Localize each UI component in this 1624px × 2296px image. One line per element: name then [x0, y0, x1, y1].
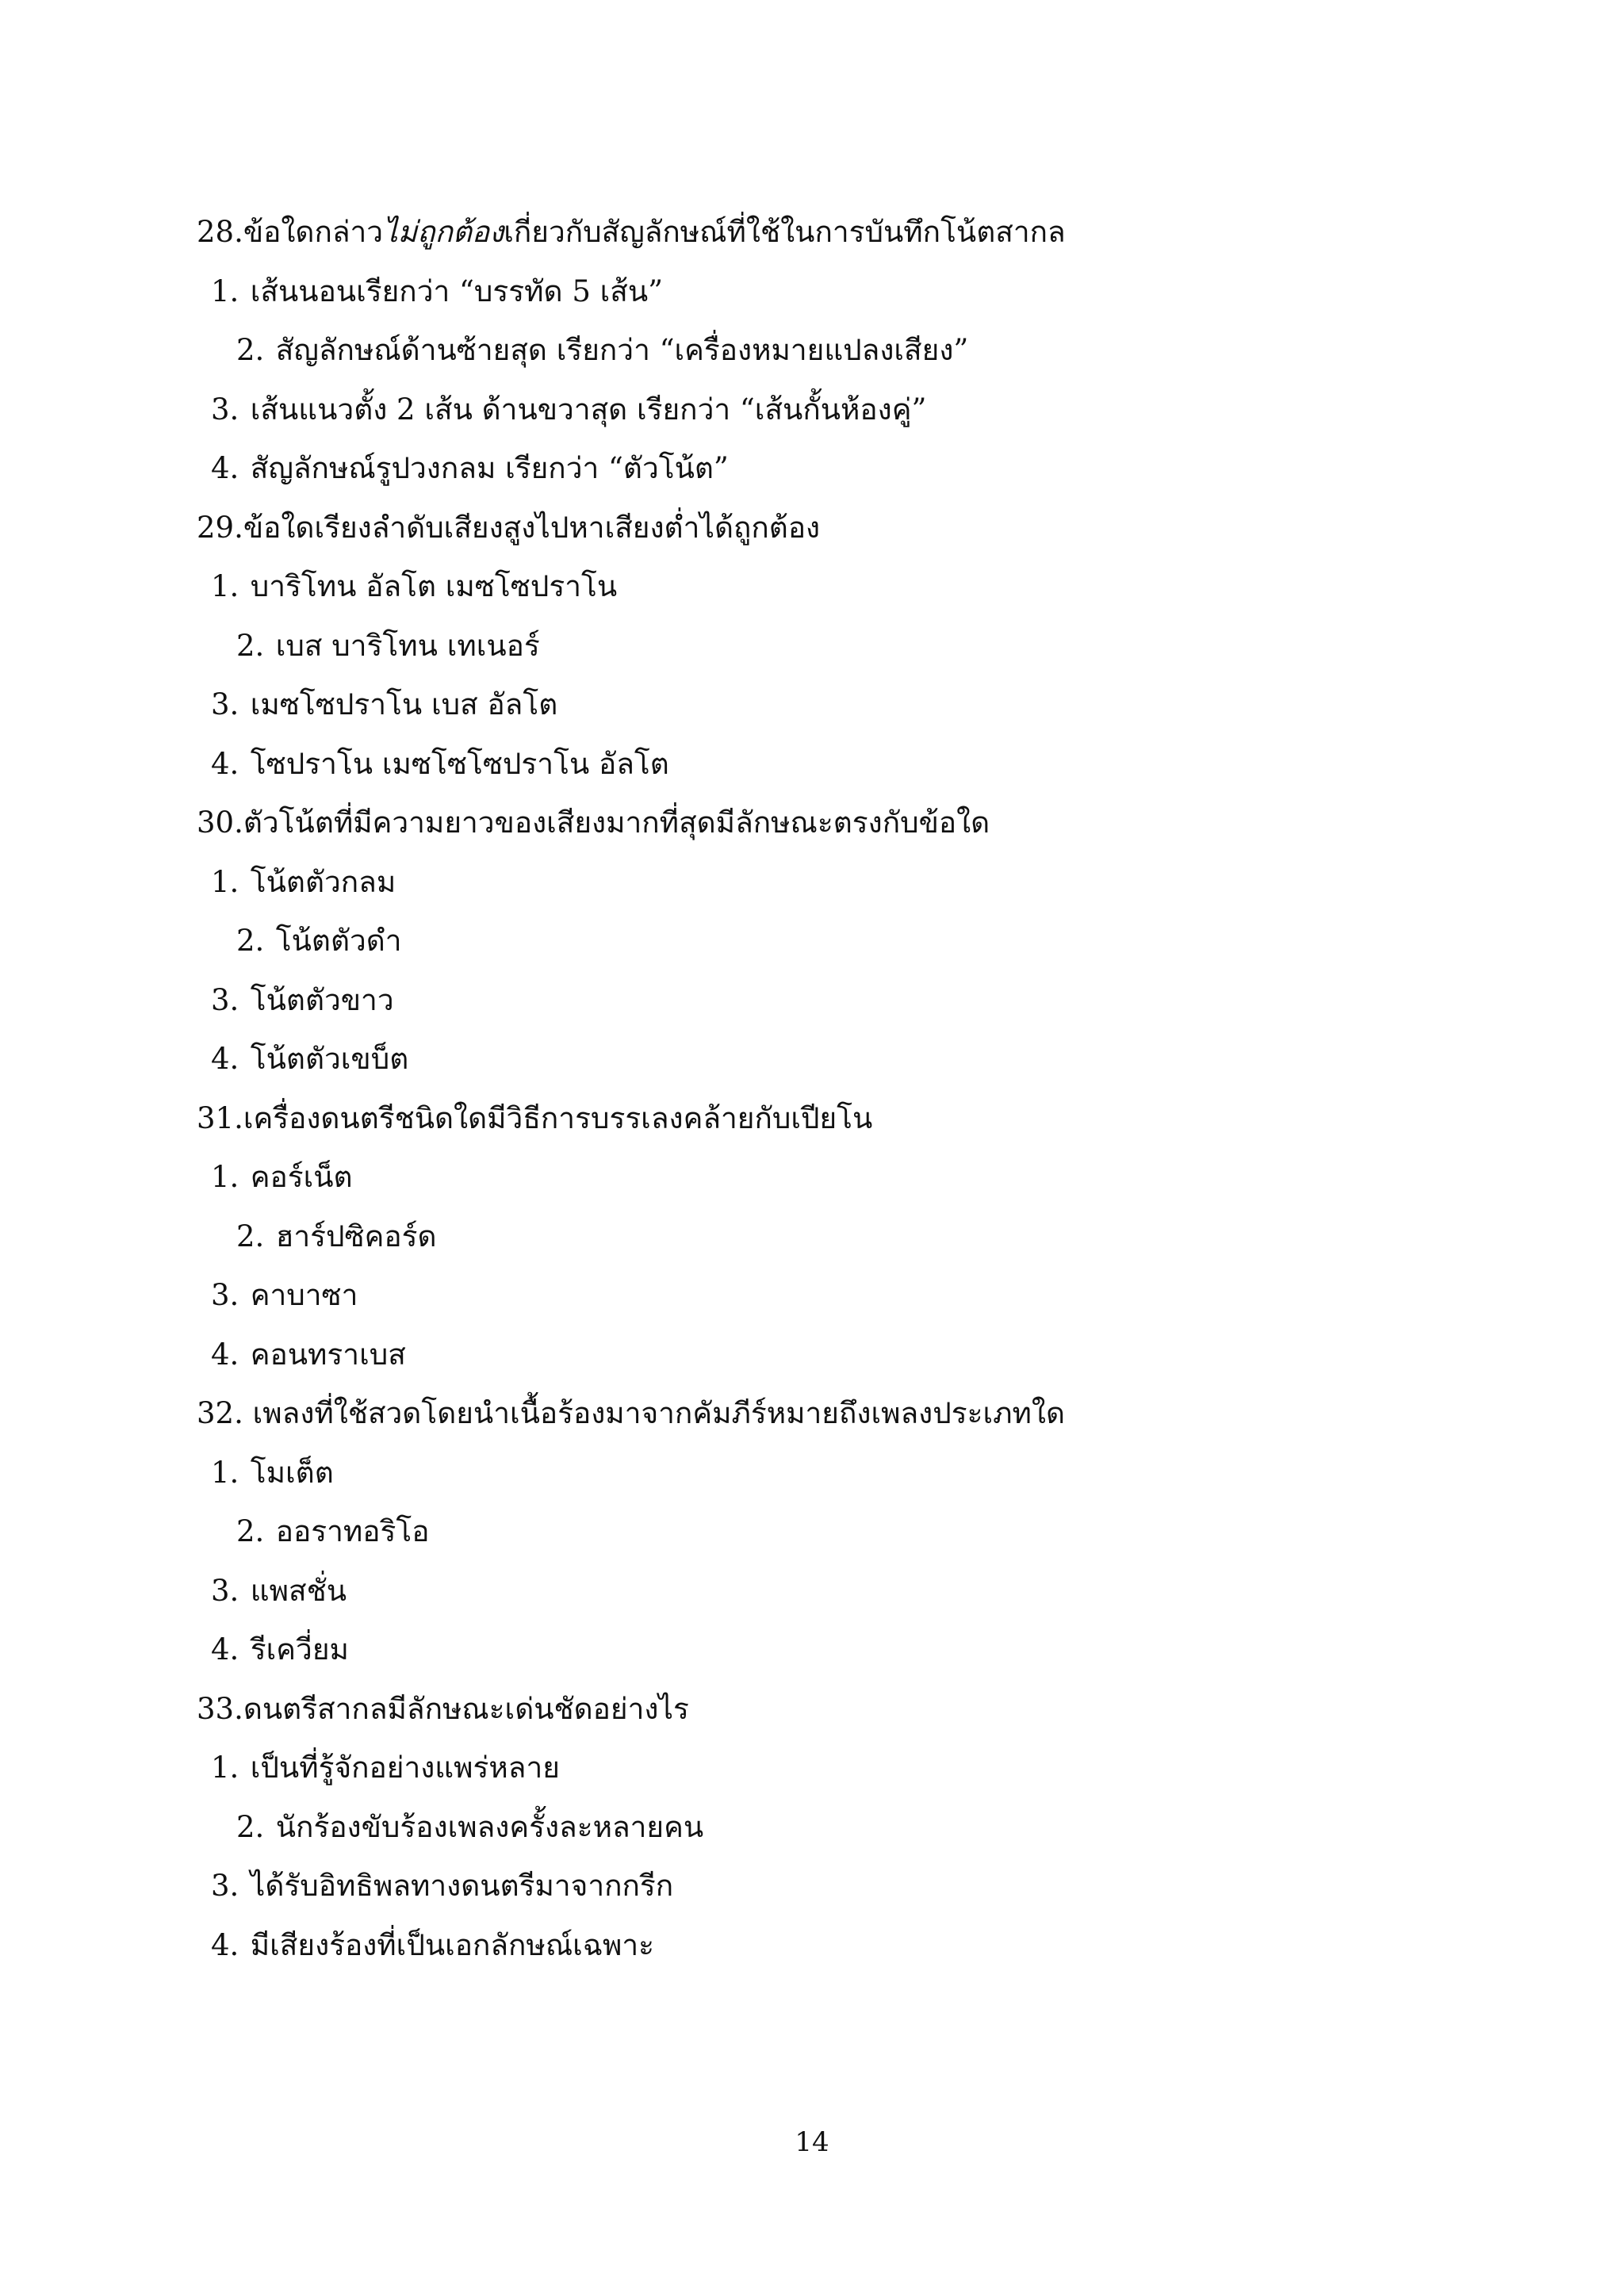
- option-text: นักร้องขับร้องเพลงครั้งละหลายคน: [275, 1809, 704, 1844]
- question-text: ข้อใดเรียงลำดับเสียงสูงไปหาเสียงต่ำได้ถูกต้อง: [243, 510, 821, 545]
- option-number: 3.: [211, 982, 239, 1017]
- option-number: 4.: [211, 1927, 239, 1962]
- option-text: โซปราโน เมซโซโซปราโน อัลโต: [250, 746, 669, 781]
- option-text: ออราทอริโอ: [275, 1514, 430, 1548]
- option: [197, 557, 1434, 617]
- question-list: [197, 203, 1434, 1975]
- page-number: 14: [795, 2126, 829, 2158]
- option: [197, 735, 1434, 794]
- option: [197, 1207, 1434, 1267]
- question-number: 28.: [197, 215, 243, 249]
- option-text: แพสชั่น: [250, 1573, 347, 1608]
- option-text: โน้ตตัวขาว: [250, 982, 394, 1017]
- option-text: เบส บาริโทน เทเนอร์: [275, 628, 540, 663]
- option: [197, 1798, 1434, 1858]
- option-number: 4.: [211, 1042, 239, 1076]
- option-number: 2.: [236, 1219, 265, 1253]
- option-text: ฮาร์ปซิคอร์ด: [275, 1219, 437, 1253]
- option-number: 3.: [211, 392, 239, 427]
- option-number: 1.: [211, 864, 239, 899]
- option-number: 2.: [236, 333, 265, 367]
- question-emphasis: ไม่ถูกต้อง: [383, 215, 504, 249]
- option: [197, 262, 1434, 322]
- option-text: มีเสียงร้องที่เป็นเอกลักษณ์เฉพาะ: [250, 1927, 655, 1962]
- option: [197, 1444, 1434, 1503]
- option-text: คอร์เน็ต: [250, 1160, 353, 1194]
- option-text: โมเต็ต: [250, 1455, 334, 1490]
- option: [197, 381, 1434, 440]
- question-text: ตัวโน้ตที่มีความยาวของเสียงมากที่สุดมีลักษณะตรงกับข้อใด: [243, 806, 990, 840]
- option-number: 2.: [236, 1809, 265, 1844]
- option-number: 3.: [211, 1278, 239, 1312]
- question-31: [197, 1089, 1434, 1149]
- option: [197, 1857, 1434, 1916]
- option: [197, 1266, 1434, 1326]
- option-text: โน้ตตัวกลม: [250, 864, 396, 899]
- option-number: 3.: [211, 1869, 239, 1903]
- option-text: เส้นแนวตั้ง 2 เส้น ด้านขวาสุด เรียกว่า “เส้นกั้นห้องคู่”: [250, 392, 927, 427]
- option: [197, 1739, 1434, 1798]
- option-number: 2.: [236, 924, 265, 958]
- option: [197, 1502, 1434, 1562]
- question-number: 30.: [197, 806, 243, 840]
- question-32: [197, 1384, 1434, 1444]
- option-number: 4.: [211, 1632, 239, 1667]
- option: [197, 971, 1434, 1031]
- question-text: เพลงที่ใช้สวดโดยนำเนื้อร้องมาจากคัมภีร์หมายถึงเพลงประเภทใด: [243, 1396, 1065, 1430]
- option-text: รีเควี่ยม: [250, 1632, 349, 1667]
- option: [197, 1621, 1434, 1680]
- option: [197, 675, 1434, 735]
- option-text: สัญลักษณ์รูปวงกลม เรียกว่า “ตัวโน้ต”: [250, 451, 729, 485]
- option: [197, 912, 1434, 971]
- question-text: ข้อใดกล่าว: [243, 215, 384, 249]
- question-33: [197, 1680, 1434, 1739]
- option: [197, 1916, 1434, 1976]
- option-number: 3.: [211, 687, 239, 721]
- option-text: โน้ตตัวดำ: [275, 924, 402, 958]
- option-text: เส้นนอนเรียกว่า “บรรทัด 5 เส้น”: [250, 274, 664, 308]
- option-text: เมซโซปราโน เบส อัลโต: [250, 687, 558, 721]
- option-number: 2.: [236, 1514, 265, 1548]
- option: [197, 1562, 1434, 1621]
- question-text-rest: เกี่ยวกับสัญลักษณ์ที่ใช้ในการบันทึกโน้ตสากล: [504, 215, 1066, 249]
- option: [197, 617, 1434, 676]
- option-number: 3.: [211, 1573, 239, 1608]
- question-30: [197, 794, 1434, 853]
- question-text: เครื่องดนตรีชนิดใดมีวิธีการบรรเลงคล้ายกับเปียโน: [243, 1100, 873, 1135]
- option: [197, 439, 1434, 499]
- option-number: 1.: [211, 1455, 239, 1490]
- question-29: [197, 499, 1434, 558]
- option-text: บาริโทน อัลโต เมซโซปราโน: [250, 569, 618, 603]
- option: [197, 321, 1434, 381]
- question-number: 31.: [197, 1100, 243, 1135]
- option-number: 2.: [236, 628, 265, 663]
- option: [197, 1326, 1434, 1385]
- question-28: [197, 203, 1434, 262]
- option: [197, 1030, 1434, 1089]
- option-number: 1.: [211, 1160, 239, 1194]
- option-text: สัญลักษณ์ด้านซ้ายสุด เรียกว่า “เครื่องหมายแปลงเสียง”: [275, 333, 969, 367]
- option-number: 1.: [211, 1751, 239, 1785]
- option-text: เป็นที่รู้จักอย่างแพร่หลาย: [250, 1751, 560, 1785]
- option-number: 4.: [211, 451, 239, 485]
- question-text: ดนตรีสากลมีลักษณะเด่นชัดอย่างไร: [243, 1691, 689, 1726]
- option-text: โน้ตตัวเขบ็ต: [250, 1042, 409, 1076]
- question-number: 32.: [197, 1396, 243, 1430]
- option-number: 1.: [211, 569, 239, 603]
- option: [197, 1148, 1434, 1207]
- option-number: 1.: [211, 274, 239, 308]
- question-number: 29.: [197, 510, 243, 545]
- question-number: 33.: [197, 1691, 243, 1726]
- option-number: 4.: [211, 1337, 239, 1372]
- option-number: 4.: [211, 746, 239, 781]
- option-text: คอนทราเบส: [250, 1337, 406, 1372]
- option: [197, 853, 1434, 913]
- option-text: ได้รับอิทธิพลทางดนตรีมาจากกรีก: [250, 1869, 674, 1903]
- option-text: คาบาซา: [250, 1278, 358, 1312]
